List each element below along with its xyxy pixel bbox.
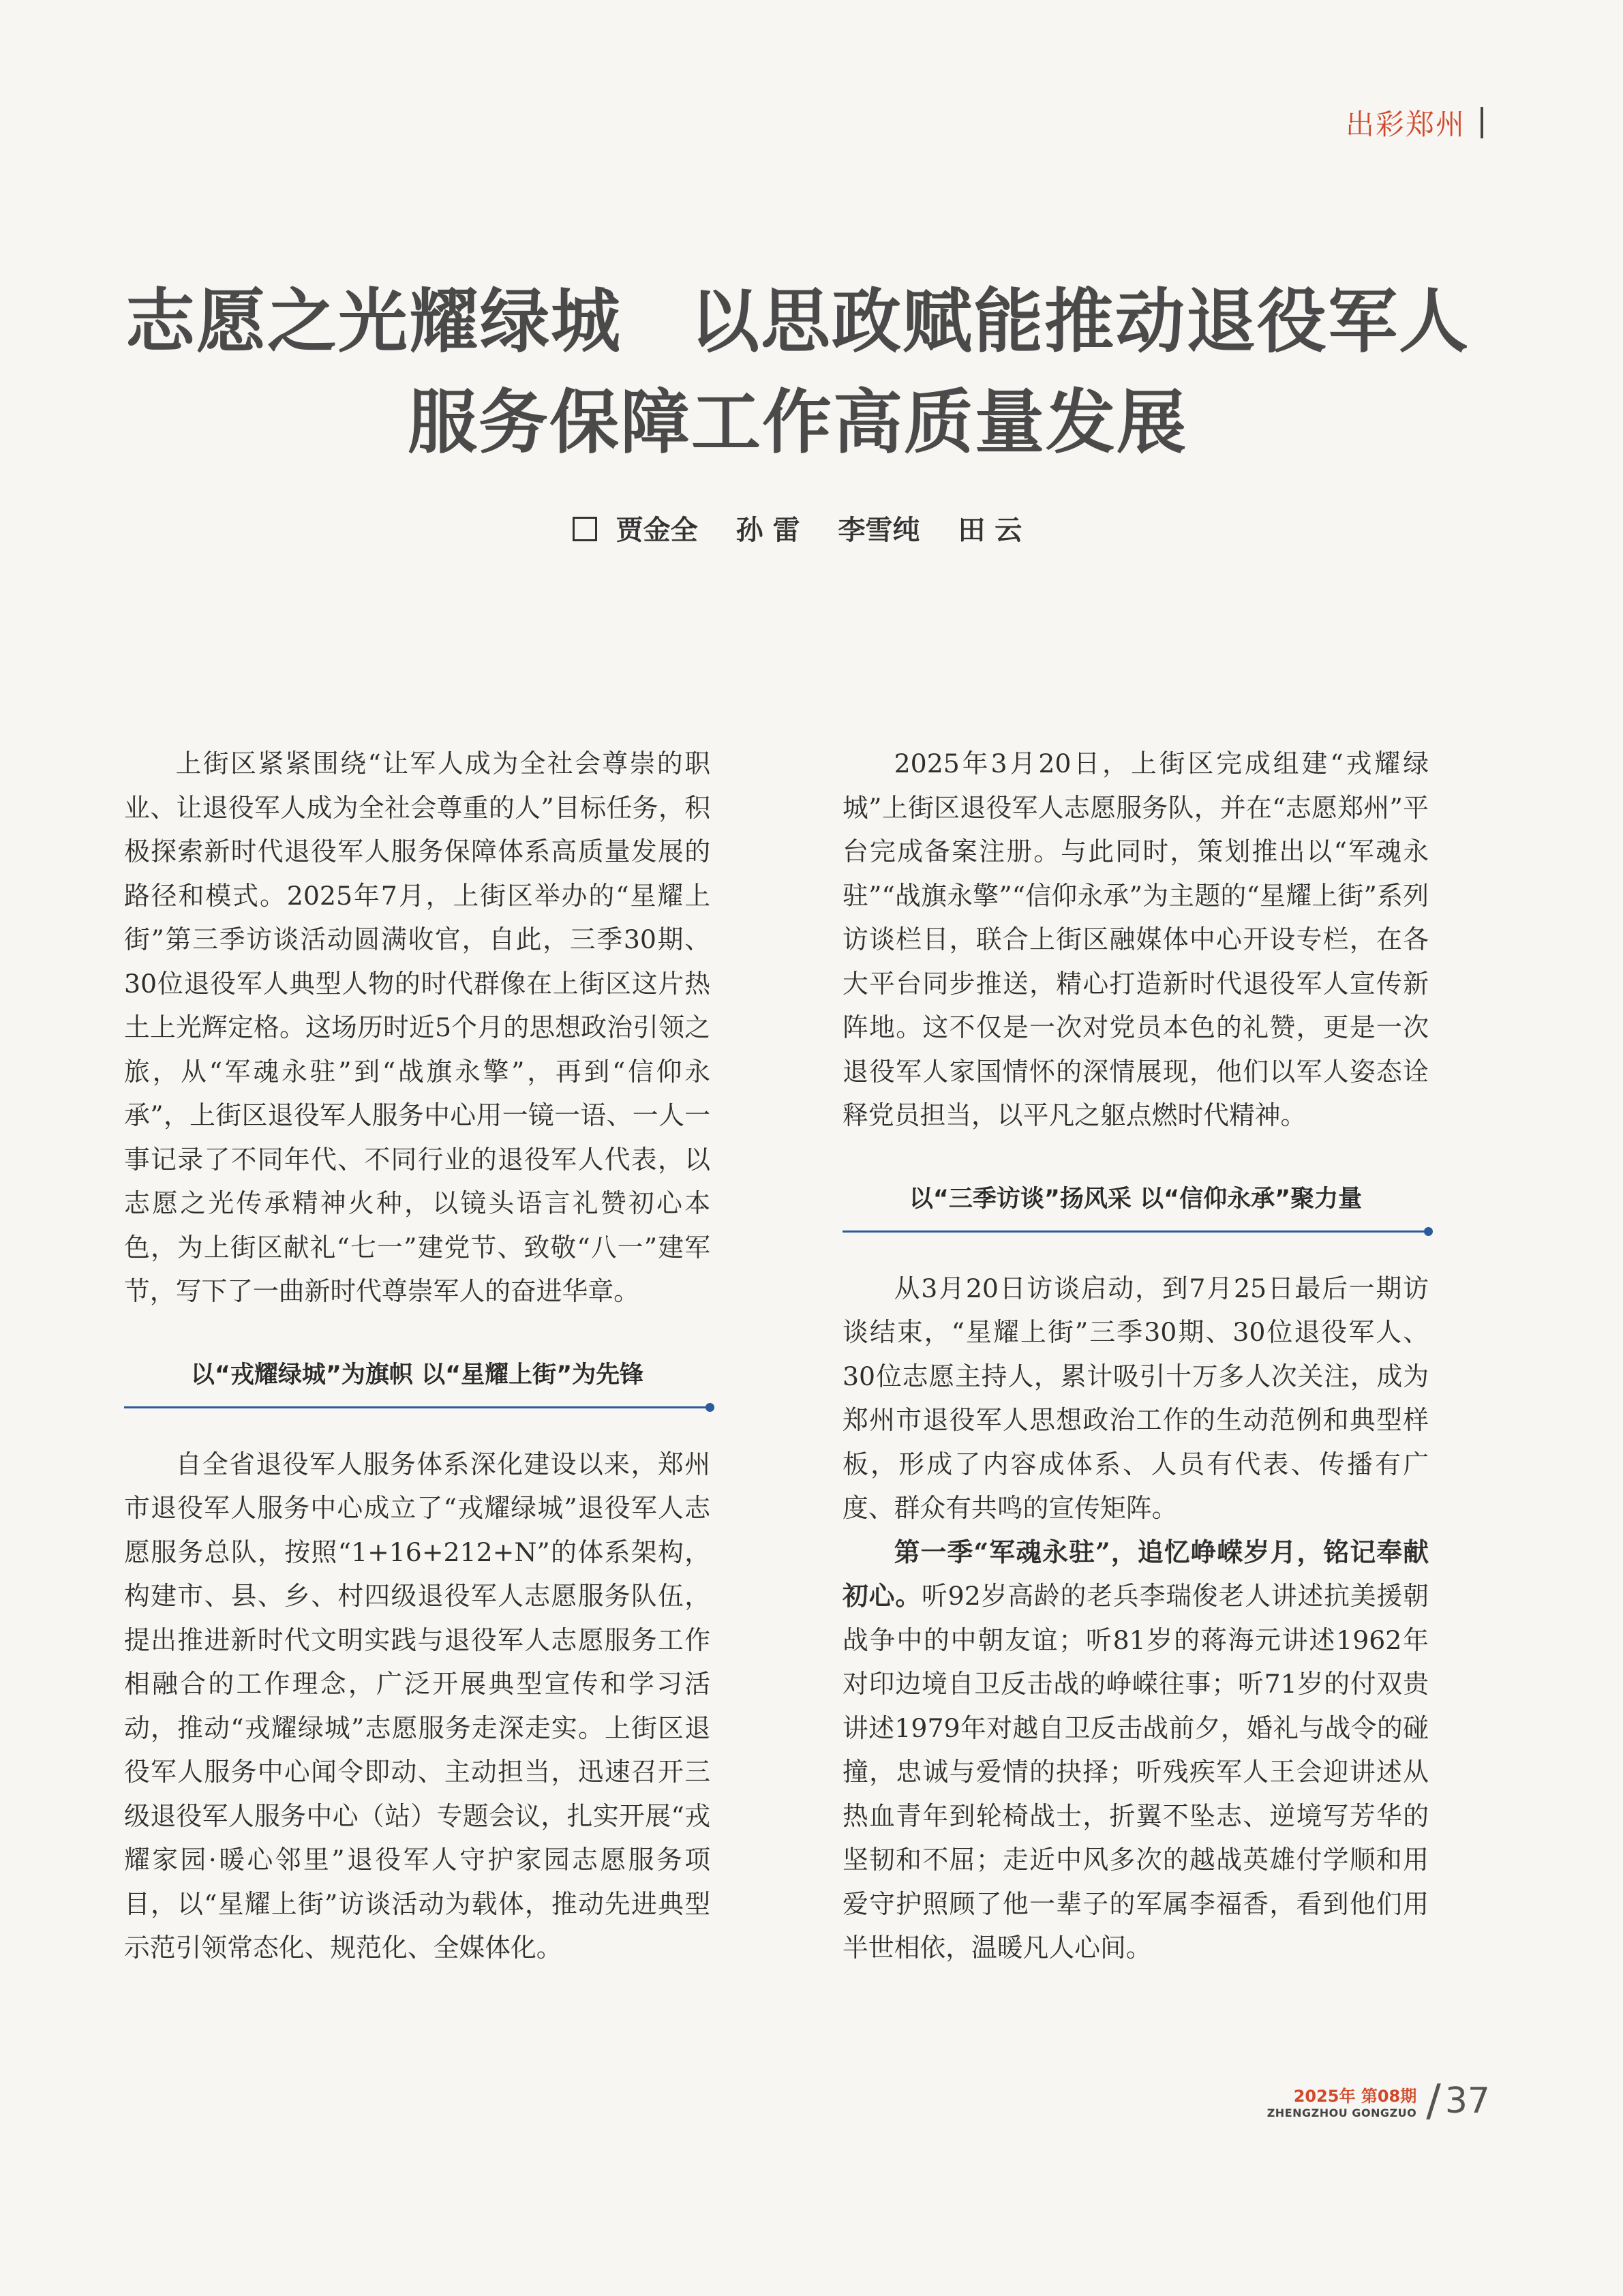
author-name: 孙 雷 [735,515,800,546]
left-column [124,742,710,1970]
article-title [102,271,1493,473]
paragraph-lead: 第一季“军魂永驻”，追忆峥嵘岁月，铭记奉献初心。 [843,1537,1429,1611]
body-paragraph: 自全省退役军人服务体系深化建设以来，郑州市退役军人服务中心成立了“戎耀绿城”退役军人志愿服务总队，按照“1+16+212+N”的体系架构，构建市、县、乡、村四级退役军人志愿服务队伍，提出推进新时代文明实践与退役军人志愿服务工作相融合的工作理念，广泛开展典型宣传和学习活动，推动“戎耀绿城”志愿服务走深走实。上街区退役军人服务中心闻令即动、主动担当，迅速召开三级退役军人服务中心（站）专题会议，扎实开展“戎耀家园·暖心邻里”退役军人守护家园志愿服务项目，以“星耀上街”访谈活动为载体，推动先进典型示范引领常态化、规范化、全媒体化。 [124,1449,710,1963]
rule-dot-icon [706,1403,714,1412]
title-line-2: 服务保障工作高质量发展 [408,382,1187,464]
title-part-a: 志愿之光耀绿城 [125,281,622,363]
subheading-text: 以“戎耀绿城”为旗帜 以“星耀上街”为先锋 [190,1361,644,1389]
right-column [843,742,1429,1970]
section-tag-label: 出彩郑州 [1345,108,1466,141]
author-box-icon [573,517,597,541]
page-number: 37 [1444,2081,1490,2121]
body-paragraph: 上街区紧紧围绕“让军人成为全社会尊崇的职业、让退役军人成为全社会尊重的人”目标任务，积极探索新时代退役军人服务保障体系高质量发展的路径和模式。2025年7月，上街区举办的“星耀上街”第三季访谈活动圆满收官，自此，三季30期、30位退役军人典型人物的时代群像在上街区这片热土上光辉定格。这场历时近5个月的思想政治引领之旅，从“军魂永驻”到“战旗永擎”，再到“信仰永承”，上街区退役军人服务中心用一镜一语、一人一事记录了不同年代、不同行业的退役军人代表，以志愿之光传承精神火种，以镜头语言礼赞初心本色，为上街区献礼“七一”建党节、致敬“八一”建军节，写下了一曲新时代尊崇军人的奋进华章。 [124,749,710,1306]
section-subheading [124,1356,710,1408]
issue-label: 2025年 第08期 [1293,2087,1417,2106]
rule-dot-icon [1424,1227,1433,1236]
paragraph-body: 听92岁高龄的老兵李瑞俊老人讲述抗美援朝战争中的中朝友谊；听81岁的蒋海元讲述1962年对印边境自卫反击战的峥嵘往事；听71岁的付双贵讲述1979年对越自卫反击战前夕，婚礼与战令的碰撞，忠诚与爱情的抉择；听残疾军人王会迎讲述从热血青年到轮椅战士，折翼不坠志、逆境写芳华的坚韧和不屈；走近中风多次的越战英雄付学顺和用爱守护照顾了他一辈子的军属李福香，看到他们用半世相依，温暖凡人心间。 [843,1581,1429,1963]
body-paragraph: 2025年3月20日，上街区完成组建“戎耀绿城”上街区退役军人志愿服务队，并在“志愿郑州”平台完成备案注册。与此同时，策划推出以“军魂永驻”“战旗永擎”“信仰永承”为主题的“星耀上街”系列访谈栏目，联合上街区融媒体中心开设专栏，在各大平台同步推送，精心打造新时代退役军人宣传新阵地。这不仅是一次对党员本色的礼赞，更是一次退役军人家国情怀的深情展现，他们以军人姿态诠释党员担当，以平凡之躯点燃时代精神。 [843,749,1429,1130]
section-tag-divider [1481,107,1483,138]
issue-meta [1267,2083,1417,2119]
author-line [0,509,1623,547]
page-footer [1266,2076,1490,2126]
section-tag [1346,102,1483,143]
body-paragraph: 从3月20日访谈启动，到7月25日最后一期访谈结束，“星耀上街”三季30期、30位退役军人、30位志愿主持人，累计吸引十万多人次关注，成为郑州市退役军人思想政治工作的生动范例和典型样板，形成了内容成体系、人员有代表、传播有广度、群众有共鸣的宣传矩阵。 [843,1273,1429,1523]
title-part-b: 以思政赋能推动退役军人 [690,281,1470,363]
slash-divider: / [1426,2076,1441,2126]
subheading-rule [843,1230,1429,1233]
subheading-text: 以“三季访谈”扬风采 以“信仰永承”聚力量 [909,1185,1363,1213]
title-line-1 [102,271,1493,372]
publication-name: ZHENGZHOU GONGZUO [1266,2106,1417,2119]
body-paragraph [843,1530,1429,1970]
author-name: 贾金全 [616,515,698,546]
section-subheading [843,1180,1429,1233]
subheading-rule [124,1406,710,1408]
author-name: 李雪纯 [838,515,920,546]
author-name: 田 云 [958,515,1022,546]
